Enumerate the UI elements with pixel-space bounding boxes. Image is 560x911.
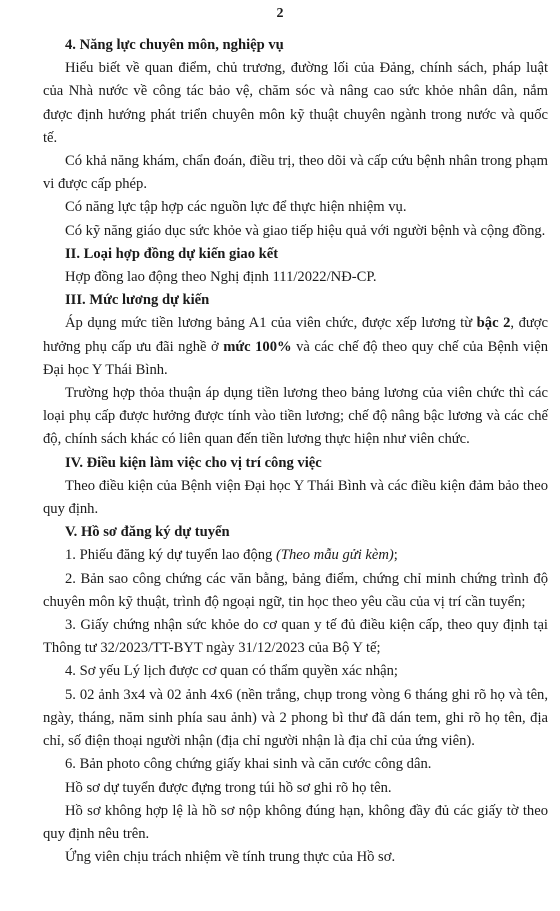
heading-application-documents: V. Hồ sơ đăng ký dự tuyển — [65, 524, 230, 541]
note-responsibility: Ứng viên chịu trách nhiệm về tính trung thực của Hồ sơ. — [65, 849, 396, 866]
paragraph-working-conditions: Theo điều kiện của Bệnh viện Đại học Y Thái Bình và các điều kiện đảm bảo theo quy định. — [43, 477, 548, 518]
paragraph-understanding: Hiểu biết về quan điểm, chủ trương, đường lối của Đảng, chính sách, pháp luật của Nhà nước về công tác bảo vệ, chăm sóc và nâng cao sức khỏe nhân dân, nắm được định hướng phát triển chuyên môn kỹ thuật chuyên ngành trong nước và quốc tế. — [43, 60, 548, 146]
item-birth-certificate: 6. Bản photo công chứng giấy khai sinh và căn cước công dân. — [65, 756, 432, 773]
allowance-level: mức 100% — [223, 338, 292, 355]
paragraph-contract: Hợp đồng lao động theo Nghị định 111/2022/NĐ-CP. — [65, 269, 377, 286]
document-body — [43, 34, 548, 869]
paragraph-salary-agreement: Trường hợp thỏa thuận áp dụng tiền lương theo bảng lương của viên chức thì các loại phụ cấp được hưởng được tính vào tiền lương; chế độ nâng bậc lương và các chế độ, chính sách khác có liên quan đến tiền lương thực hiện như viên chức. — [43, 385, 548, 448]
paragraph-communication-skill: Có kỹ năng giáo dục sức khỏe và giao tiếp hiệu quả với người bệnh và cộng đồng. — [65, 222, 546, 239]
salary-text-c: , được hưởng phụ cấp ưu đãi nghề ở — [43, 315, 548, 355]
heading-contract-type: II. Loại hợp đồng dự kiến giao kết — [65, 245, 279, 262]
salary-grade: bậc 2 — [476, 315, 511, 332]
paragraph-salary-scale — [43, 312, 548, 382]
salary-text-a: Áp dụng mức tiền lương bảng A1 của viên chức, được xếp lương từ — [65, 315, 477, 332]
item-photos: 5. 02 ảnh 3x4 và 02 ảnh 4x6 (nền trắng, chụp trong vòng 6 tháng ghi rõ họ và tên, ngày, tháng, năm sinh phía sau ảnh) và 2 phong bì thư đã dán tem, ghi rõ họ tên, địa chỉ, số điện thoại người nhận (địa chỉ người nhận là địa chỉ của ứng viên). — [43, 686, 548, 750]
item-certified-copies: 2. Bản sao công chứng các văn bằng, bảng điểm, chứng chỉ minh chứng trình độ chuyên môn kỹ thuật, trình độ ngoại ngữ, tin học theo yêu cầu của vị trí cần tuyển; — [43, 570, 548, 610]
paragraph-resource-ability: Có năng lực tập hợp các nguồn lực để thực hiện nhiệm vụ. — [65, 199, 407, 216]
item-health-certificate: 3. Giấy chứng nhận sức khỏe do cơ quan y tế đủ điều kiện cấp, theo quy định tại Thông tư 32/2023/TT-BYT ngày 31/12/2023 của Bộ Y tế; — [43, 617, 548, 657]
salary-text-e: và các chế độ theo quy chế của Bệnh viện Đại học Y Thái Bình. — [43, 338, 548, 378]
heading-professional-capacity: 4. Năng lực chuyên môn, nghiệp vụ — [65, 37, 284, 53]
note-invalid-documents: Hồ sơ không hợp lệ là hồ sơ nộp không đúng hạn, không đầy đủ các giấy tờ theo quy định nêu trên. — [43, 802, 548, 842]
heading-salary: III. Mức lương dự kiến — [65, 292, 210, 309]
page-number: 2 — [276, 6, 284, 21]
item1-note: (Theo mẫu gửi kèm) — [275, 547, 394, 564]
heading-working-conditions: IV. Điều kiện làm việc cho vị trí công việc — [65, 454, 322, 471]
item-cv: 4. Sơ yếu Lý lịch được cơ quan có thẩm quyền xác nhận; — [65, 663, 398, 680]
paragraph-clinical-ability: Có khả năng khám, chẩn đoán, điều trị, theo dõi và cấp cứu bệnh nhân trong phạm vi được cấp phép. — [43, 153, 548, 193]
item1-end: ; — [393, 547, 398, 564]
item-application-form — [43, 544, 548, 567]
item1-text: 1. Phiếu đăng ký dự tuyển lao động — [65, 547, 276, 564]
note-envelope: Hồ sơ dự tuyển được đựng trong túi hồ sơ ghi rõ họ tên. — [65, 779, 392, 796]
